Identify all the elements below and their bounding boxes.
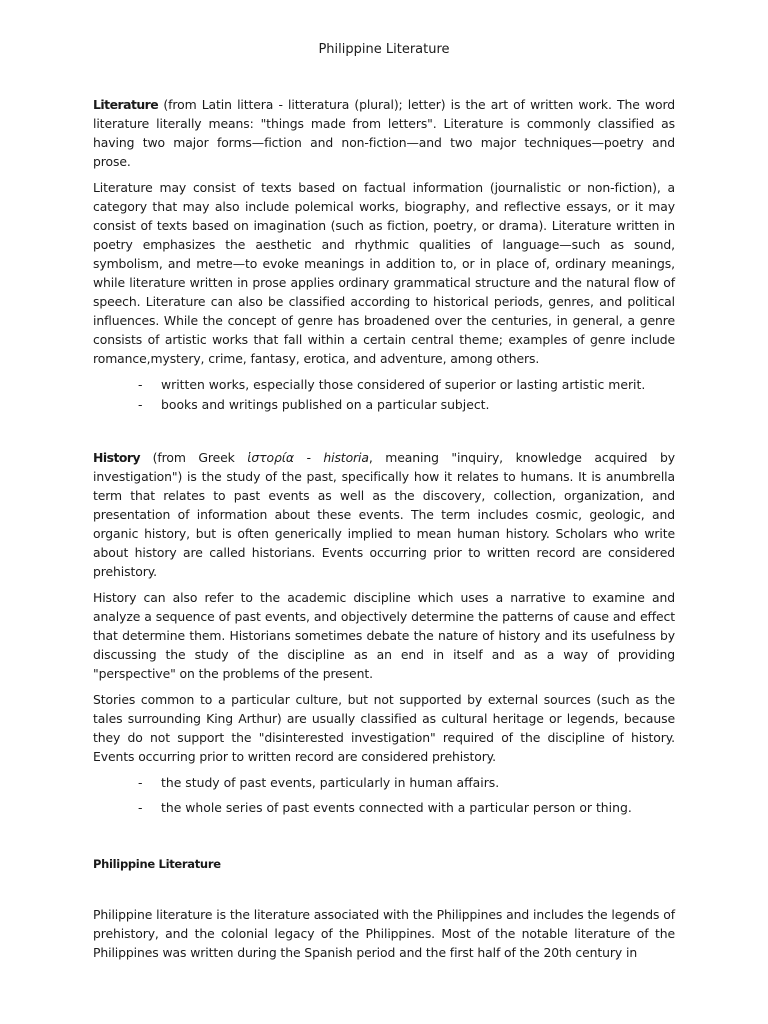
history-paragraph-1-text: , meaning "inquiry, knowledge acquired by investigation") is the study of the past, specifically how it relates to humans. It is anumbrella term that relates to past events as well as the discovery, collection, organization, and presentation of information about these events. The term includes cosmic, geologic, and organic history, but is often generically implied to mean human history. Scholars who write about history are called historians. Events occurring prior to written record are considered prehistory. <box>93 450 675 579</box>
spacer <box>93 871 675 905</box>
literature-definitions-list <box>93 375 675 414</box>
history-term: History <box>93 450 141 465</box>
literature-paragraph-2: Literature may consist of texts based on factual information (journalistic or non-fiction), a category that may also include polemical works, biography, and reflective essays, or it may consist of texts based on imagination (such as fiction, poetry, or drama). Literature written in poetry emphasizes the aesthetic and rhythmic qualities of language—such as sound, symbolism, and metre—to evoke meanings in addition to, or in place of, ordinary meanings, while literature written in prose applies ordinary grammatical structure and the natural flow of speech. Literature can also be classified according to historical periods, genres, and political influences. While the concept of genre has broadened over the centuries, in general, a genre consists of artistic works that fall within a certain central theme; examples of genre include romance,mystery, crime, fantasy, erotica, and adventure, among others. <box>93 180 675 366</box>
greek-term: ἱστορία - historia <box>247 450 369 465</box>
spacer <box>93 823 675 857</box>
list-item: - the whole series of past events connected with a particular person or thing. <box>138 798 675 817</box>
list-item: - books and writings published on a particular subject. <box>138 395 675 414</box>
document-title: Philippine Literature <box>318 42 450 57</box>
literature-paragraph-1 <box>93 95 675 171</box>
literature-term: Literature <box>93 97 159 112</box>
history-paragraph-1-lead: (from Greek <box>140 450 248 465</box>
list-item: - written works, especially those considered of superior or lasting artistic merit. <box>138 375 675 394</box>
spacer <box>93 415 675 448</box>
history-definitions-list <box>93 773 675 817</box>
literature-paragraph-1-text: (from Latin littera - litteratura (plural); letter) is the art of written work. The word literature literally means: "things made from letters". Literature is commonly classified as having two major forms—fiction and non-fiction—and two major techniques—poetry and prose. <box>93 97 675 169</box>
history-paragraph-3: Stories common to a particular culture, but not supported by external sources (such as the tales surrounding King Arthur) are usually classified as cultural heritage or legends, because they do not support the "disinterested investigation" required of the discipline of history. Events occurring prior to written record are considered prehistory. <box>93 692 675 764</box>
section-heading-philippine-literature: Philippine Literature <box>93 857 221 871</box>
history-paragraph-2: History can also refer to the academic discipline which uses a narrative to examine and analyze a sequence of past events, and objectively determine the patterns of cause and effect that determine them. Historians sometimes debate the nature of history and its usefulness by discussing the study of the discipline as an end in itself and as a way of providing "perspective" on the problems of the present. <box>93 590 675 681</box>
list-item: - the study of past events, particularly in human affairs. <box>138 773 675 792</box>
history-paragraph-1 <box>93 448 675 581</box>
philippine-literature-paragraph-1: Philippine literature is the literature associated with the Philippines and includes the legends of prehistory, and the colonial legacy of the Philippines. Most of the notable literature of the Philippines was written during the Spanish period and the first half of the 20th century in <box>93 907 675 960</box>
